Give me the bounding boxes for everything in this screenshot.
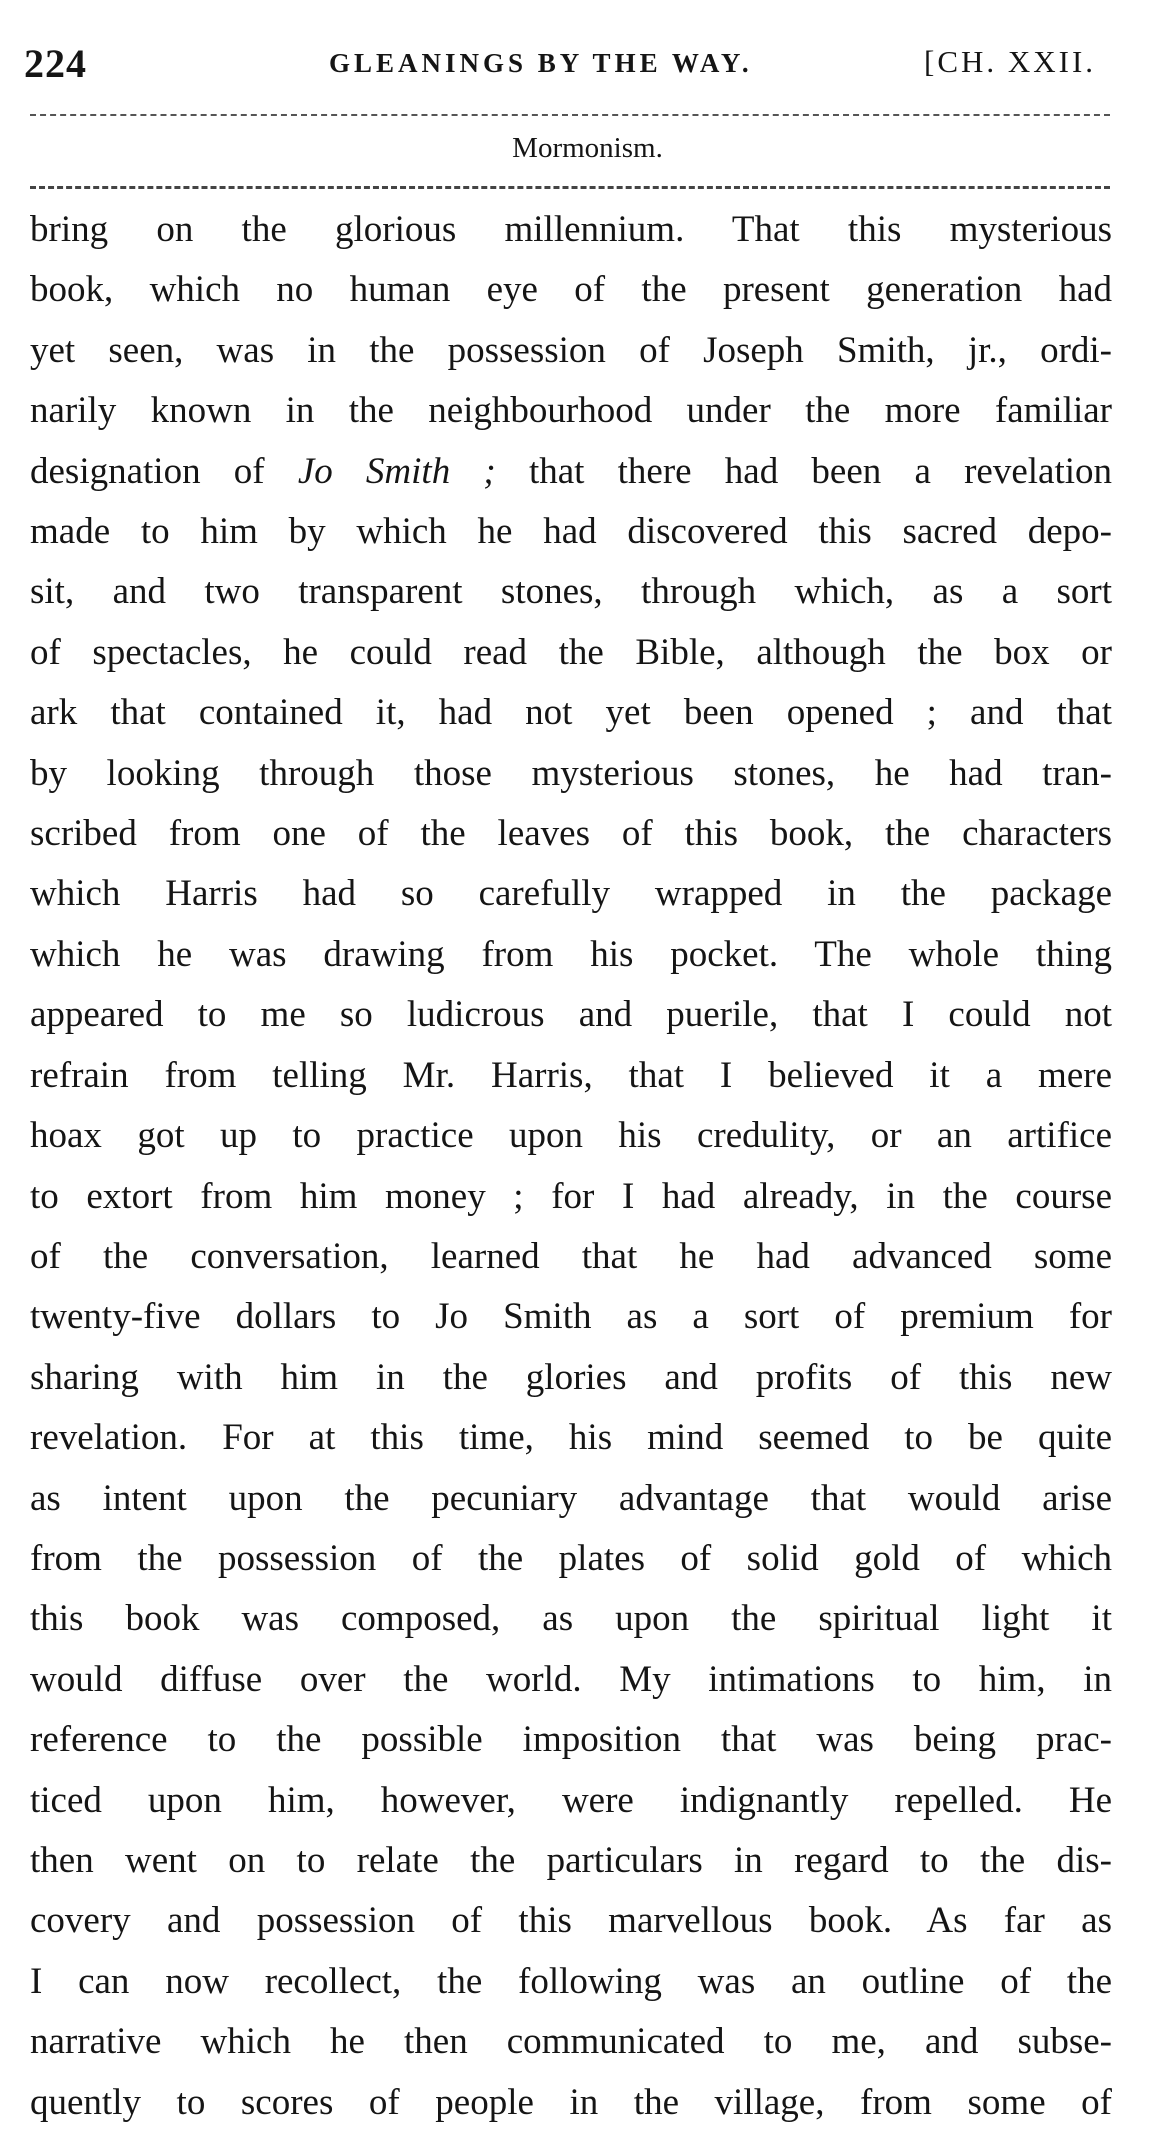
text-line: sit, and two transparent stones, through which, as a sort [30,571,1112,613]
text-line: twenty-five dollars to Jo Smith as a sort of premium for [30,1296,1112,1338]
text-line: sharing with him in the glories and profits of this new [30,1356,1112,1398]
text-line: bring on the glorious millennium. That this mysterious [30,209,1112,250]
text-line: hoax got up to practice upon his credulity, or an artifice [30,1115,1112,1157]
text-line: designation of Jo Smith ; that there had been a revelation [30,450,1113,492]
text-line: narrative which he then communicated to me, and subse- [30,2021,1112,2063]
text-line: book, which no human eye of the present generation had [30,269,1112,311]
text-line: yet seen, was in the possession of Joseph Smith, jr., ordi- [30,329,1112,371]
text-line: appeared to me so ludicrous and puerile, that I could not [30,994,1112,1036]
text-line: refrain from telling Mr. Harris, that I believed it a mere [30,1054,1112,1096]
text-line: as intent upon the pecuniary advantage that would arise [30,1477,1112,1519]
header-rule-top [30,114,1110,116]
chapter-reference: [CH. XXII. [924,44,1097,79]
text-line: made to him by which he had discovered this sacred depo- [30,511,1112,553]
text-line: from the possession of the plates of solid gold of which [30,1537,1112,1579]
text-line: reference to the possible imposition that was being prac- [30,1719,1112,1761]
text-line: would diffuse over the world. My intimations to him, in [30,1658,1112,1700]
text-line: quently to scores of people in the village, from some of [30,2081,1112,2123]
text-line: of the conversation, learned that he had advanced some [30,1235,1112,1277]
text-line: by looking through those mysterious stones, he had tran- [30,752,1112,794]
text-line: which Harris had so carefully wrapped in the package [30,873,1112,915]
text-line: covery and possession of this marvellous book. As far as [30,1900,1112,1942]
text-line: ark that contained it, had not yet been opened ; and that [30,692,1112,734]
page-number: 224 [24,41,87,86]
running-head [24,40,1114,90]
text-line: I can now recollect, the following was an outline of the [30,1960,1112,2002]
text-line: narily known in the neighbourhood under the more familiar [30,390,1112,432]
running-title: GLEANINGS BY THE WAY. [329,48,753,78]
body-text [30,200,1112,2133]
text-line: revelation. For at this time, his mind seemed to be quite [30,1417,1112,1459]
text-line: to extort from him money ; for I had already, in the course [30,1175,1112,1217]
header-rule-bottom [30,186,1110,189]
text-line: scribed from one of the leaves of this book, the characters [30,813,1112,855]
text-line: then went on to relate the particulars in regard to the dis- [30,1839,1112,1881]
section-heading: Mormonism. [512,132,663,164]
text-line: ticed upon him, however, were indignantly repelled. He [30,1779,1112,1821]
text-line: of spectacles, he could read the Bible, although the box or [30,631,1112,673]
text-line: this book was composed, as upon the spiritual light it [30,1598,1112,1640]
text-line: which he was drawing from his pocket. The whole thing [30,933,1112,975]
